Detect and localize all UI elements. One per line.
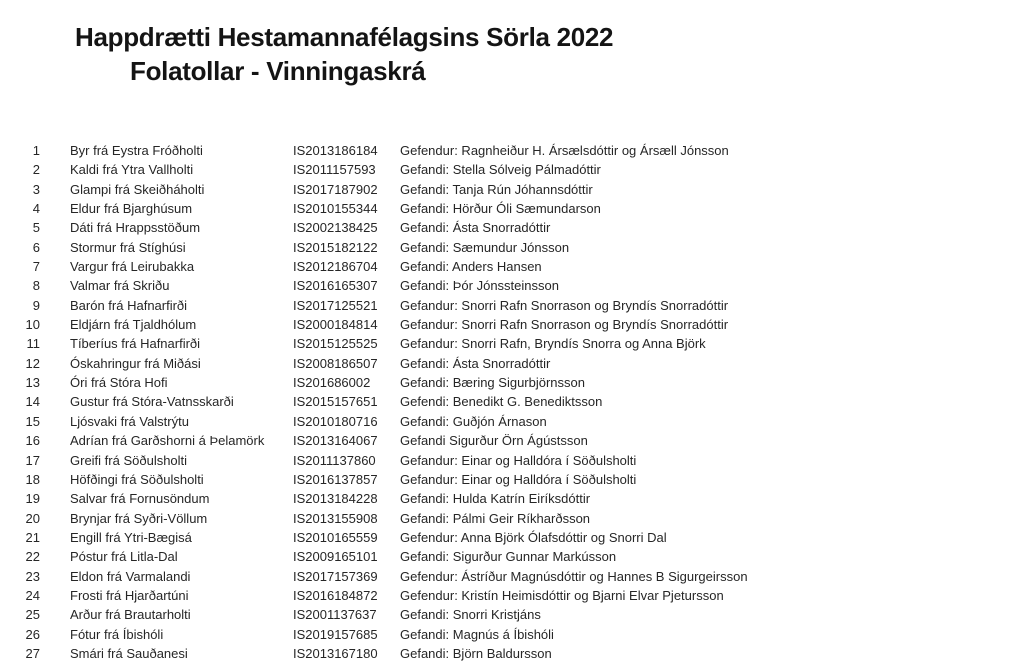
horse-id: IS2013167180 <box>293 645 378 661</box>
table-row <box>0 141 1024 160</box>
donor-info: Gefendur: Kristín Heimisdóttir og Bjarni Elvar Pjetursson <box>400 587 724 603</box>
table-row <box>0 412 1024 431</box>
row-number: 1 <box>32 143 40 158</box>
row-number: 20 <box>25 510 40 526</box>
row-number: 3 <box>32 181 40 197</box>
donor-info: Gefandi: Pálmi Geir Ríkharðsson <box>400 510 591 526</box>
donor-info: Gefendi: Benedikt G. Benediktsson <box>400 394 603 410</box>
donor-info: Gefandi Sigurður Örn Ágústsson <box>400 433 588 449</box>
row-number: 15 <box>25 413 40 429</box>
horse-id: IS201686002 <box>293 375 371 391</box>
title-block <box>75 20 613 88</box>
table-row <box>0 605 1024 624</box>
row-number: 10 <box>25 317 40 333</box>
horse-name: Óri frá Stóra Hofi <box>70 375 168 391</box>
row-number: 27 <box>25 645 40 661</box>
table-row <box>0 586 1024 605</box>
table-row <box>0 625 1024 644</box>
horse-id: IS2013184228 <box>293 491 378 507</box>
donor-info: Gefandi: Magnús á Íbishóli <box>400 626 554 642</box>
horse-id: IS2011137860 <box>293 452 376 468</box>
horse-id: IS2015125525 <box>293 336 378 352</box>
horse-name: Gustur frá Stóra-Vatnsskarði <box>70 394 234 410</box>
horse-name: Eldur frá Bjarghúsum <box>70 201 193 217</box>
row-number: 12 <box>25 355 40 371</box>
horse-name: Vargur frá Leirubakka <box>70 259 195 275</box>
row-number: 14 <box>25 394 40 410</box>
horse-id: IS2017157369 <box>293 568 378 584</box>
horse-name: Óskahringur frá Miðási <box>70 355 201 371</box>
horse-id: IS2015157651 <box>293 394 378 410</box>
row-number: 18 <box>25 471 40 487</box>
table-row <box>0 296 1024 315</box>
horse-id: IS2019157685 <box>293 626 378 642</box>
table-row <box>0 218 1024 237</box>
horse-id: IS2013186184 <box>293 143 378 158</box>
row-number: 19 <box>25 491 40 507</box>
horse-id: IS2016165307 <box>293 278 378 294</box>
horse-id: IS2008186507 <box>293 355 378 371</box>
horse-name: Póstur frá Litla-Dal <box>70 549 178 565</box>
donor-info: Gefandur: Einar og Halldóra í Söðulsholti <box>400 452 637 468</box>
horse-name: Byr frá Eystra Fróðholti <box>70 143 203 158</box>
horse-name: Glampi frá Skeiðháholti <box>70 181 205 197</box>
row-number: 13 <box>25 375 40 391</box>
row-number: 24 <box>25 587 40 603</box>
horse-id: IS2017187902 <box>293 181 378 197</box>
donor-info: Gefandi: Sigurður Gunnar Markússon <box>400 549 617 565</box>
horse-id: IS2011157593 <box>293 162 376 178</box>
horse-name: Dáti frá Hrappsstöðum <box>70 220 201 236</box>
table-row <box>0 470 1024 489</box>
table-row <box>0 180 1024 199</box>
donor-info: Gefandur: Snorri Rafn, Bryndís Snorra og Anna Björk <box>400 336 706 352</box>
table-row <box>0 644 1024 663</box>
donor-info: Gefandi: Björn Baldursson <box>400 645 552 661</box>
table-row <box>0 509 1024 528</box>
donor-info: Gefandi: Hulda Katrín Eiríksdóttir <box>400 491 591 507</box>
horse-id: IS2017125521 <box>293 297 378 313</box>
table-row <box>0 431 1024 450</box>
row-number: 22 <box>25 549 40 565</box>
donor-info: Gefandi: Stella Sólveig Pálmadóttir <box>400 162 601 178</box>
donor-info: Gefandi: Ásta Snorradóttir <box>400 355 551 371</box>
horse-name: Stormur frá Stíghúsi <box>70 239 186 255</box>
donor-info: Gefandi: Snorri Kristjáns <box>400 607 541 623</box>
horse-name: Arður frá Brautarholti <box>70 607 191 623</box>
table-row <box>0 257 1024 276</box>
row-number: 23 <box>25 568 40 584</box>
horse-id: IS2010165559 <box>293 529 378 545</box>
donor-info: Gefandi: Sæmundur Jónsson <box>400 239 570 255</box>
horse-name: Smári frá Sauðanesi <box>70 645 188 661</box>
donor-info: Gefandi: Ásta Snorradóttir <box>400 220 551 236</box>
horse-name: Kaldi frá Ytra Vallholti <box>70 162 194 178</box>
row-number: 26 <box>25 626 40 642</box>
donor-info: Gefandi: Hörður Óli Sæmundarson <box>400 201 601 217</box>
table-row <box>0 567 1024 586</box>
table-row <box>0 489 1024 508</box>
donor-info: Gefandi: Guðjón Árnason <box>400 413 547 429</box>
horse-id: IS2009165101 <box>293 549 378 565</box>
table-row <box>0 547 1024 566</box>
horse-name: Adrían frá Garðshorni á Þelamörk <box>70 433 265 449</box>
table-row <box>0 276 1024 295</box>
row-number: 21 <box>25 529 40 545</box>
donor-info: Gefendur: Ástríður Magnúsdóttir og Hannes B Sigurgeirsson <box>400 568 748 584</box>
row-number: 17 <box>25 452 40 468</box>
horse-id: IS2001137637 <box>293 607 377 623</box>
horse-id: IS2015182122 <box>293 239 378 255</box>
donor-info: Gefandur: Einar og Halldóra í Söðulsholti <box>400 471 637 487</box>
horse-id: IS2012186704 <box>293 259 378 275</box>
donor-info: Gefandi: Tanja Rún Jóhannsdóttir <box>400 181 593 197</box>
horse-name: Greifi frá Söðulsholti <box>70 452 188 468</box>
horse-id: IS2016184872 <box>293 587 378 603</box>
table-row <box>0 354 1024 373</box>
table-row <box>0 315 1024 334</box>
donor-info: Gefandi: Þór Jónssteinsson <box>400 278 559 294</box>
horse-name: Barón frá Hafnarfirði <box>70 297 188 313</box>
donor-info: Gefendur: Anna Björk Ólafsdóttir og Snorri Dal <box>400 529 667 545</box>
horse-id: IS2013164067 <box>293 433 378 449</box>
horse-name: Eldon frá Varmalandi <box>70 568 191 584</box>
horse-name: Höfðingi frá Söðulsholti <box>70 471 204 487</box>
horse-name: Fótur frá Íbishóli <box>70 626 164 642</box>
page-subtitle: Folatollar - Vinningaskrá <box>130 56 426 86</box>
horse-name: Salvar frá Fornusöndum <box>70 491 210 507</box>
table-row <box>0 392 1024 411</box>
donor-info: Gefandur: Snorri Rafn Snorrason og Bryndís Snorradóttir <box>400 297 729 313</box>
horse-name: Eldjárn frá Tjaldhólum <box>70 317 197 333</box>
horse-name: Tíberíus frá Hafnarfirði <box>70 336 201 352</box>
table-row <box>0 199 1024 218</box>
row-number: 11 <box>26 336 40 352</box>
page-title: Happdrætti Hestamannafélagsins Sörla 2022 <box>75 22 614 52</box>
horse-name: Valmar frá Skriðu <box>70 278 170 294</box>
table-row <box>0 451 1024 470</box>
table-row <box>0 528 1024 547</box>
row-number: 2 <box>32 162 40 178</box>
row-number: 7 <box>32 259 40 275</box>
row-number: 25 <box>25 607 40 623</box>
horse-id: IS2013155908 <box>293 510 378 526</box>
row-number: 5 <box>32 220 40 236</box>
table-row <box>0 238 1024 257</box>
horse-id: IS2000184814 <box>293 317 378 333</box>
donor-info: Gefandur: Snorri Rafn Snorrason og Bryndís Snorradóttir <box>400 317 729 333</box>
row-number: 6 <box>32 239 40 255</box>
row-number: 8 <box>32 278 40 294</box>
table-row <box>0 160 1024 179</box>
winners-list <box>0 141 1024 663</box>
donor-info: Gefandi: Anders Hansen <box>400 259 542 275</box>
donor-info: Gefendur: Ragnheiður H. Ársælsdóttir og Ársæll Jónsson <box>400 143 729 158</box>
horse-id: IS2002138425 <box>293 220 378 236</box>
horse-name: Ljósvaki frá Valstrýtu <box>70 413 189 429</box>
horse-id: IS2010155344 <box>293 201 378 217</box>
row-number: 9 <box>32 297 40 313</box>
horse-name: Engill frá Ytri-Bægisá <box>70 529 192 545</box>
horse-id: IS2016137857 <box>293 471 378 487</box>
horse-name: Frosti frá Hjarðartúni <box>70 587 189 603</box>
horse-name: Brynjar frá Syðri-Völlum <box>70 510 208 526</box>
table-row <box>0 373 1024 392</box>
row-number: 16 <box>25 433 40 449</box>
table-row <box>0 334 1024 353</box>
donor-info: Gefandi: Bæring Sigurbjörnsson <box>400 375 585 391</box>
row-number: 4 <box>32 201 40 217</box>
horse-id: IS2010180716 <box>293 413 378 429</box>
